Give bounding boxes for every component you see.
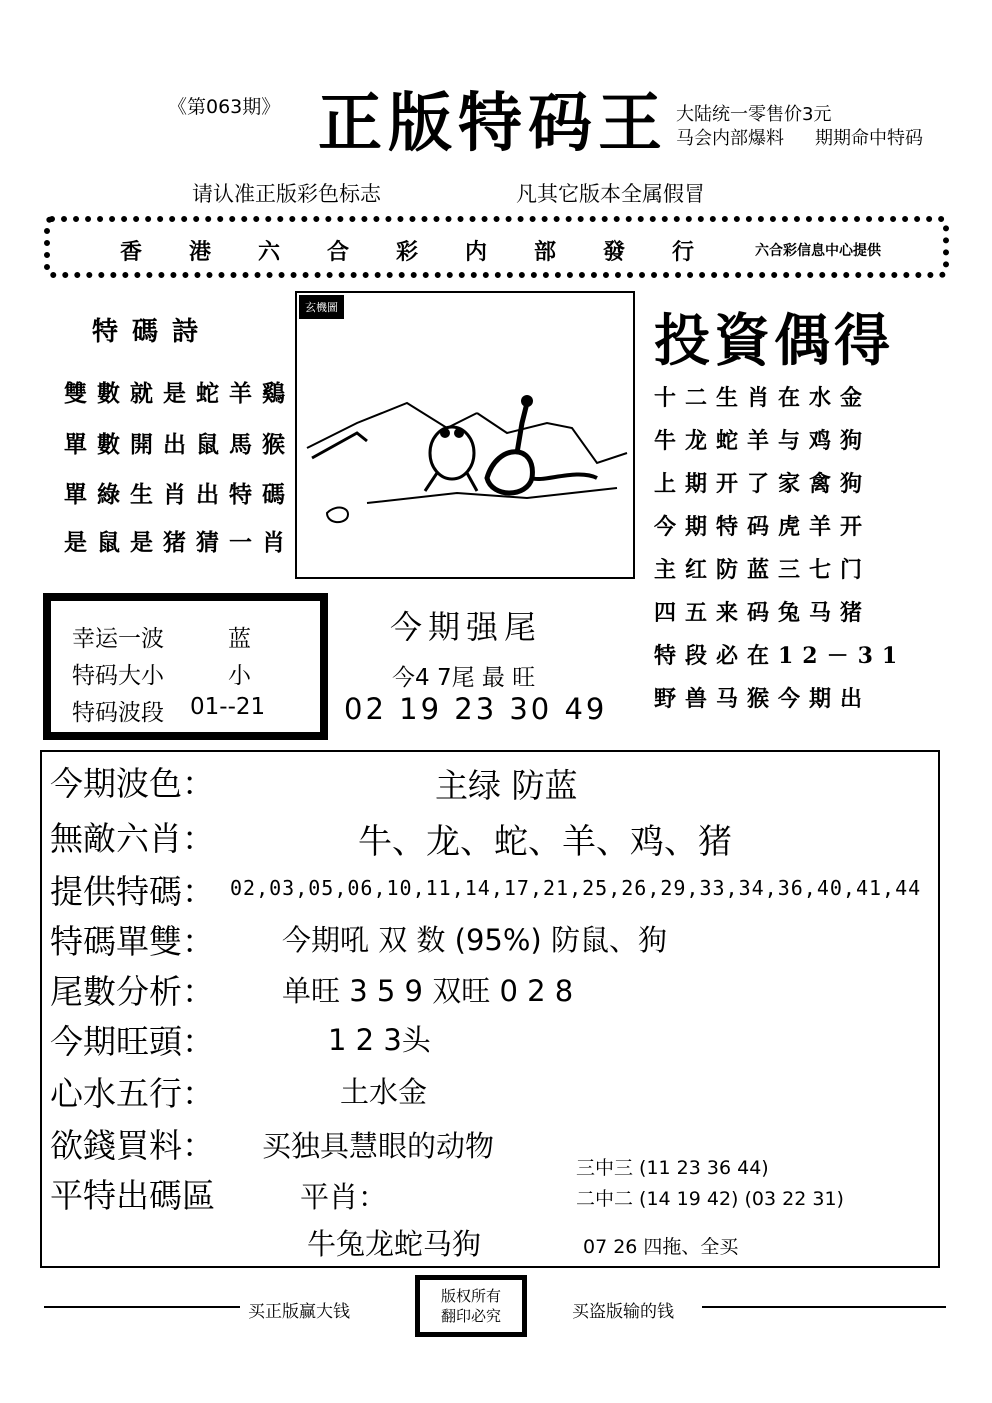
footer-right-text: 买盗版输的钱 xyxy=(572,1302,674,1322)
six-value: 牛、龙、蛇、羊、鸡、猪 xyxy=(358,822,732,862)
footer-divider-right xyxy=(702,1306,946,1308)
tail-label: 尾數分析： xyxy=(50,972,215,1011)
heart-value: 土水金 xyxy=(340,1075,428,1109)
invest-line: 牛龙蛇羊与鸡狗 xyxy=(654,428,872,454)
heart-label: 心水五行： xyxy=(50,1074,215,1113)
stock-label: 提供特碼： xyxy=(50,872,215,911)
poem-title: 特碼詩 xyxy=(92,317,213,347)
issuer-banner xyxy=(44,216,949,278)
flat-label: 平特出碼區 xyxy=(50,1176,215,1215)
auth-note-left: 请认准正版彩色标志 xyxy=(192,182,381,206)
flat-value: 牛兔龙蛇马狗 xyxy=(307,1227,482,1261)
invest-line: 四五来码兔马猪 xyxy=(654,600,872,626)
want-value: 买独具慧眼的动物 xyxy=(262,1129,495,1163)
luck-value: 01--21 xyxy=(190,694,266,720)
invest-line: 十二生肖在水金 xyxy=(654,385,872,411)
auth-note-right: 凡其它版本全属假冒 xyxy=(516,182,705,206)
mystery-picture xyxy=(295,291,635,579)
picture-label: 玄機圖 xyxy=(299,295,344,319)
odd-label: 特碼單雙： xyxy=(50,922,215,961)
poem-line: 是鼠是猪猜一肖 xyxy=(64,529,295,556)
footer-divider-left xyxy=(44,1306,240,1308)
wave-value: 主绿 防蓝 xyxy=(435,766,578,805)
invest-line: 主红防蓝三七门 xyxy=(654,557,872,583)
tail-value: 单旺 3 5 9 双旺 0 2 8 xyxy=(282,974,574,1008)
poem-line: 單數開出鼠馬猴 xyxy=(64,431,295,458)
combo-1: 三中三 (11 23 36 44) xyxy=(576,1157,769,1179)
flat-mid: 平肖： xyxy=(300,1180,388,1214)
invest-line: 野兽马猴今期出 xyxy=(654,686,872,712)
poem-line: 單綠生肖出特碼 xyxy=(64,481,295,508)
luck-label: 特码大小 xyxy=(72,663,164,689)
page-title: 正版特码王 xyxy=(318,86,668,161)
copyright-box xyxy=(415,1275,527,1337)
combo-3: 07 26 四拖、全买 xyxy=(583,1236,739,1258)
poem-line: 雙數就是蛇羊鷄 xyxy=(64,380,295,407)
head-value: 1 2 3头 xyxy=(328,1023,431,1057)
invest-title: 投資偶得 xyxy=(654,308,894,374)
luck-label: 幸运一波 xyxy=(72,626,164,652)
combo-2: 二中二 (14 19 42) (03 22 31) xyxy=(576,1188,844,1210)
frog-snake-illustration xyxy=(297,293,633,577)
strong-tail-numbers: 02 19 23 30 49 xyxy=(344,692,608,726)
luck-value: 小 xyxy=(228,663,251,689)
issue-number: 《第063期》 xyxy=(168,96,281,118)
issuer-subtitle: 六合彩信息中心提供 xyxy=(755,243,881,259)
wave-label: 今期波色： xyxy=(50,764,215,803)
stock-value: 02,03,05,06,10,11,14,17,21,25,26,29,33,34,36,40,41,44 xyxy=(230,876,922,900)
strong-tail-title: 今期强尾 xyxy=(390,608,543,646)
six-label: 無敵六肖： xyxy=(50,819,215,858)
luck-value: 蓝 xyxy=(228,626,251,652)
price-note: 大陆统一零售价3元 xyxy=(676,104,832,125)
copyright-line-1: 版权所有 xyxy=(440,1287,501,1305)
footer-left-text: 买正版赢大钱 xyxy=(248,1302,350,1322)
inside-note: 马会内部爆料 xyxy=(676,128,784,149)
invest-line: 今期特码虎羊开 xyxy=(654,514,872,540)
invest-line: 特段必在12－31 xyxy=(654,643,907,669)
want-label: 欲錢買料： xyxy=(50,1126,215,1165)
issuer-title: 香港六合彩内部發行 xyxy=(120,239,742,265)
head-label: 今期旺頭： xyxy=(50,1022,215,1061)
odd-value: 今期吼 双 数 (95%) 防鼠、狗 xyxy=(282,923,667,957)
copyright-line-2: 翻印必究 xyxy=(440,1307,501,1325)
invest-line: 上期开了家禽狗 xyxy=(654,471,872,497)
inside-note-2: 期期命中特码 xyxy=(815,128,923,149)
luck-label: 特码波段 xyxy=(72,700,164,726)
strong-tail-line: 今4 7尾 最 旺 xyxy=(392,665,536,691)
